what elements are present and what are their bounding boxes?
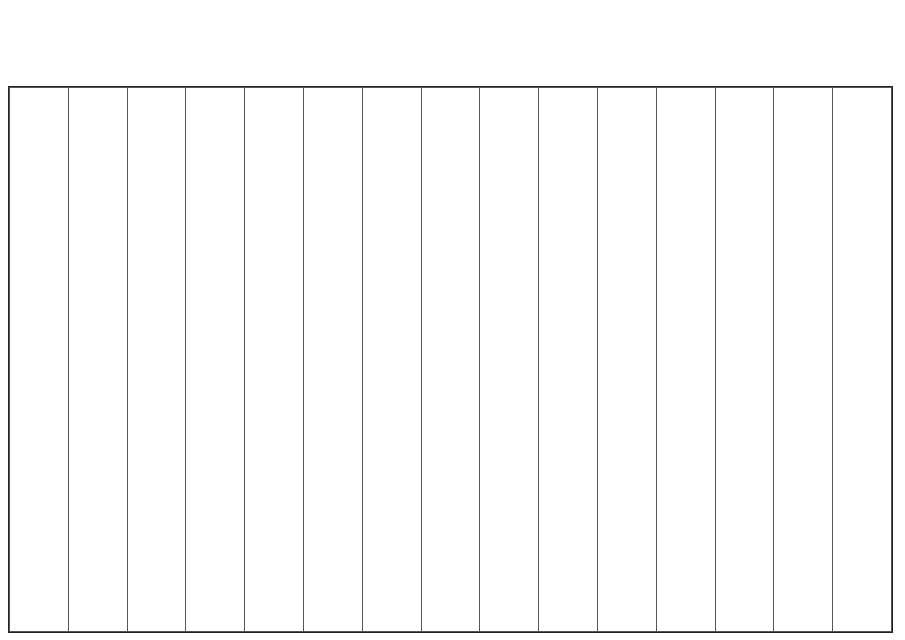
table-cell [245,88,304,632]
table-cell [10,88,69,632]
table-row [10,88,892,632]
budget-table [8,86,893,633]
table-cell [127,88,186,632]
table-cell [774,88,833,632]
table-cell [480,88,539,632]
table-cell [539,88,598,632]
table-cell [186,88,245,632]
table-cell [597,88,656,632]
table-cell [833,88,892,632]
table-cell [421,88,480,632]
table-cell [303,88,362,632]
table-cell [362,88,421,632]
table-cell [656,88,715,632]
table-cell [68,88,127,632]
table-cell [715,88,774,632]
